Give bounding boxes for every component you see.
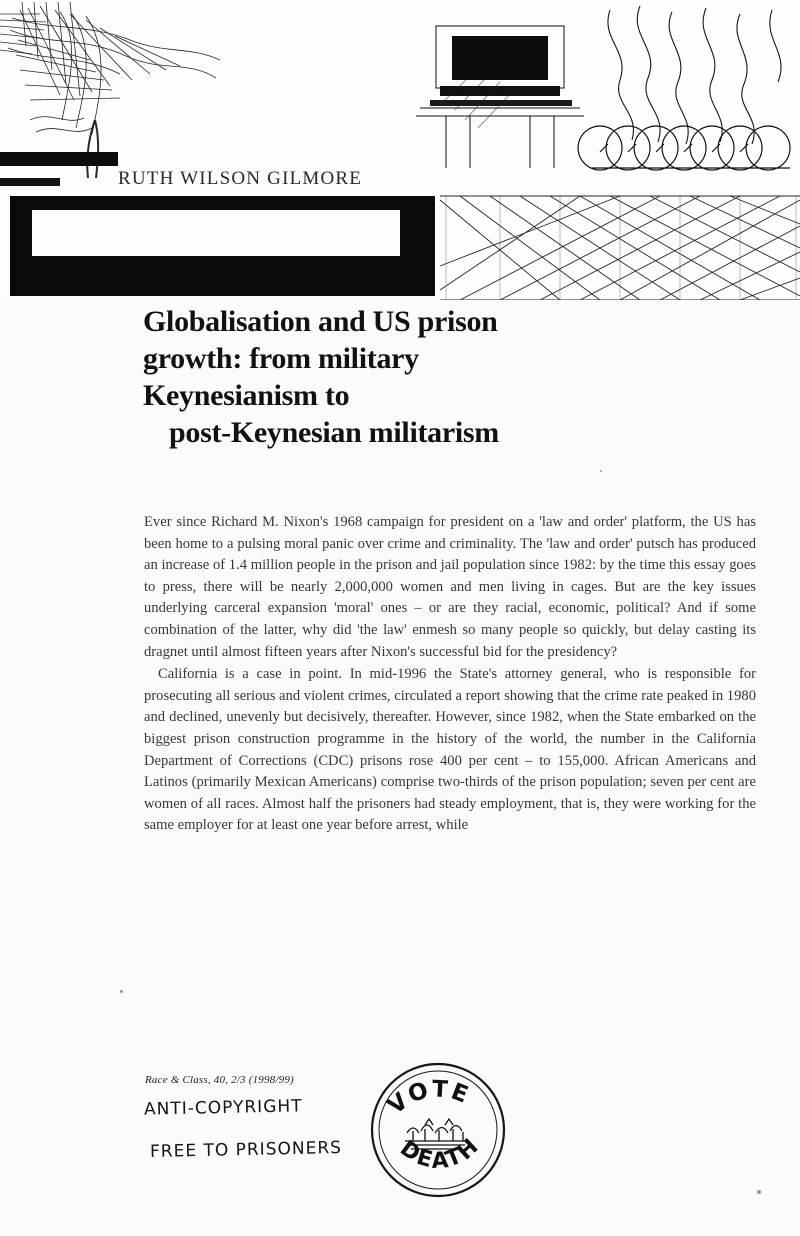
svg-text:DEATH: DEATH bbox=[395, 1133, 485, 1174]
page-title bbox=[143, 303, 763, 451]
redaction-block bbox=[10, 196, 435, 296]
paragraph: California is a case in point. In mid-1996 the State's attorney general, who is responsible for prosecuting all serious and violent crimes, circulated a report showing that the crime rate peaked in 1980 and declined, unevenly but decisively, thereafter. However, since 1982, when the State embarked on the biggest prison construction programme in the history of the world, the number in the California Department of Corrections (CDC) prisons rose 400 per cent – to 155,000. African Americans and Latinos (primarily Mexican Americans) comprise two-thirds of the prison population; seven per cent are women of all races. Almost half the prisoners had steady employment, that is, they were working for the same employer for at least one year before arrest, while bbox=[144, 666, 756, 834]
author-name: RUTH WILSON GILMORE bbox=[118, 168, 363, 189]
title-line-4: post-Keynesian militarism bbox=[169, 416, 499, 449]
article-body bbox=[144, 512, 756, 837]
svg-text:VOTE: VOTE bbox=[383, 1076, 474, 1120]
paragraph: Ever since Richard M. Nixon's 1968 campaign for president on a 'law and order' platform, the US has been home to a pulsing moral panic over crime and criminality. The 'law and order' putsch has produced an increase of 1.4 million people in the prison and jail population since 1982: by the time this essay goes to press, there will be nearly 2,000,000 women and men living in cages. But are the key issues underlying carceral expansion 'moral' ones – or are they racial, economic, political? And if some combination of the latter, why did 'the law' enmesh so many people so quickly, but delay casting its dragnet until almost fifteen years after Nixon's successful bid for the presidency? bbox=[144, 514, 756, 660]
title-line-2: growth: from military bbox=[143, 342, 419, 375]
title-line-1: Globalisation and US prison bbox=[143, 305, 498, 338]
redaction-block-window bbox=[32, 210, 400, 256]
scan-speckle bbox=[757, 1190, 761, 1194]
handwritten-note-free-to-prisoners: FREE TO PRISONERS bbox=[149, 1137, 343, 1163]
scan-speckle bbox=[120, 990, 123, 993]
scan-speckle bbox=[600, 470, 602, 472]
citation: Race & Class, 40, 2/3 (1998/99) bbox=[145, 1074, 294, 1086]
vote-death-stamp bbox=[363, 1055, 513, 1205]
handwritten-note-anticopyright: ANTI-COPYRIGHT bbox=[143, 1096, 303, 1120]
title-line-3: Keynesianism to bbox=[143, 379, 350, 412]
